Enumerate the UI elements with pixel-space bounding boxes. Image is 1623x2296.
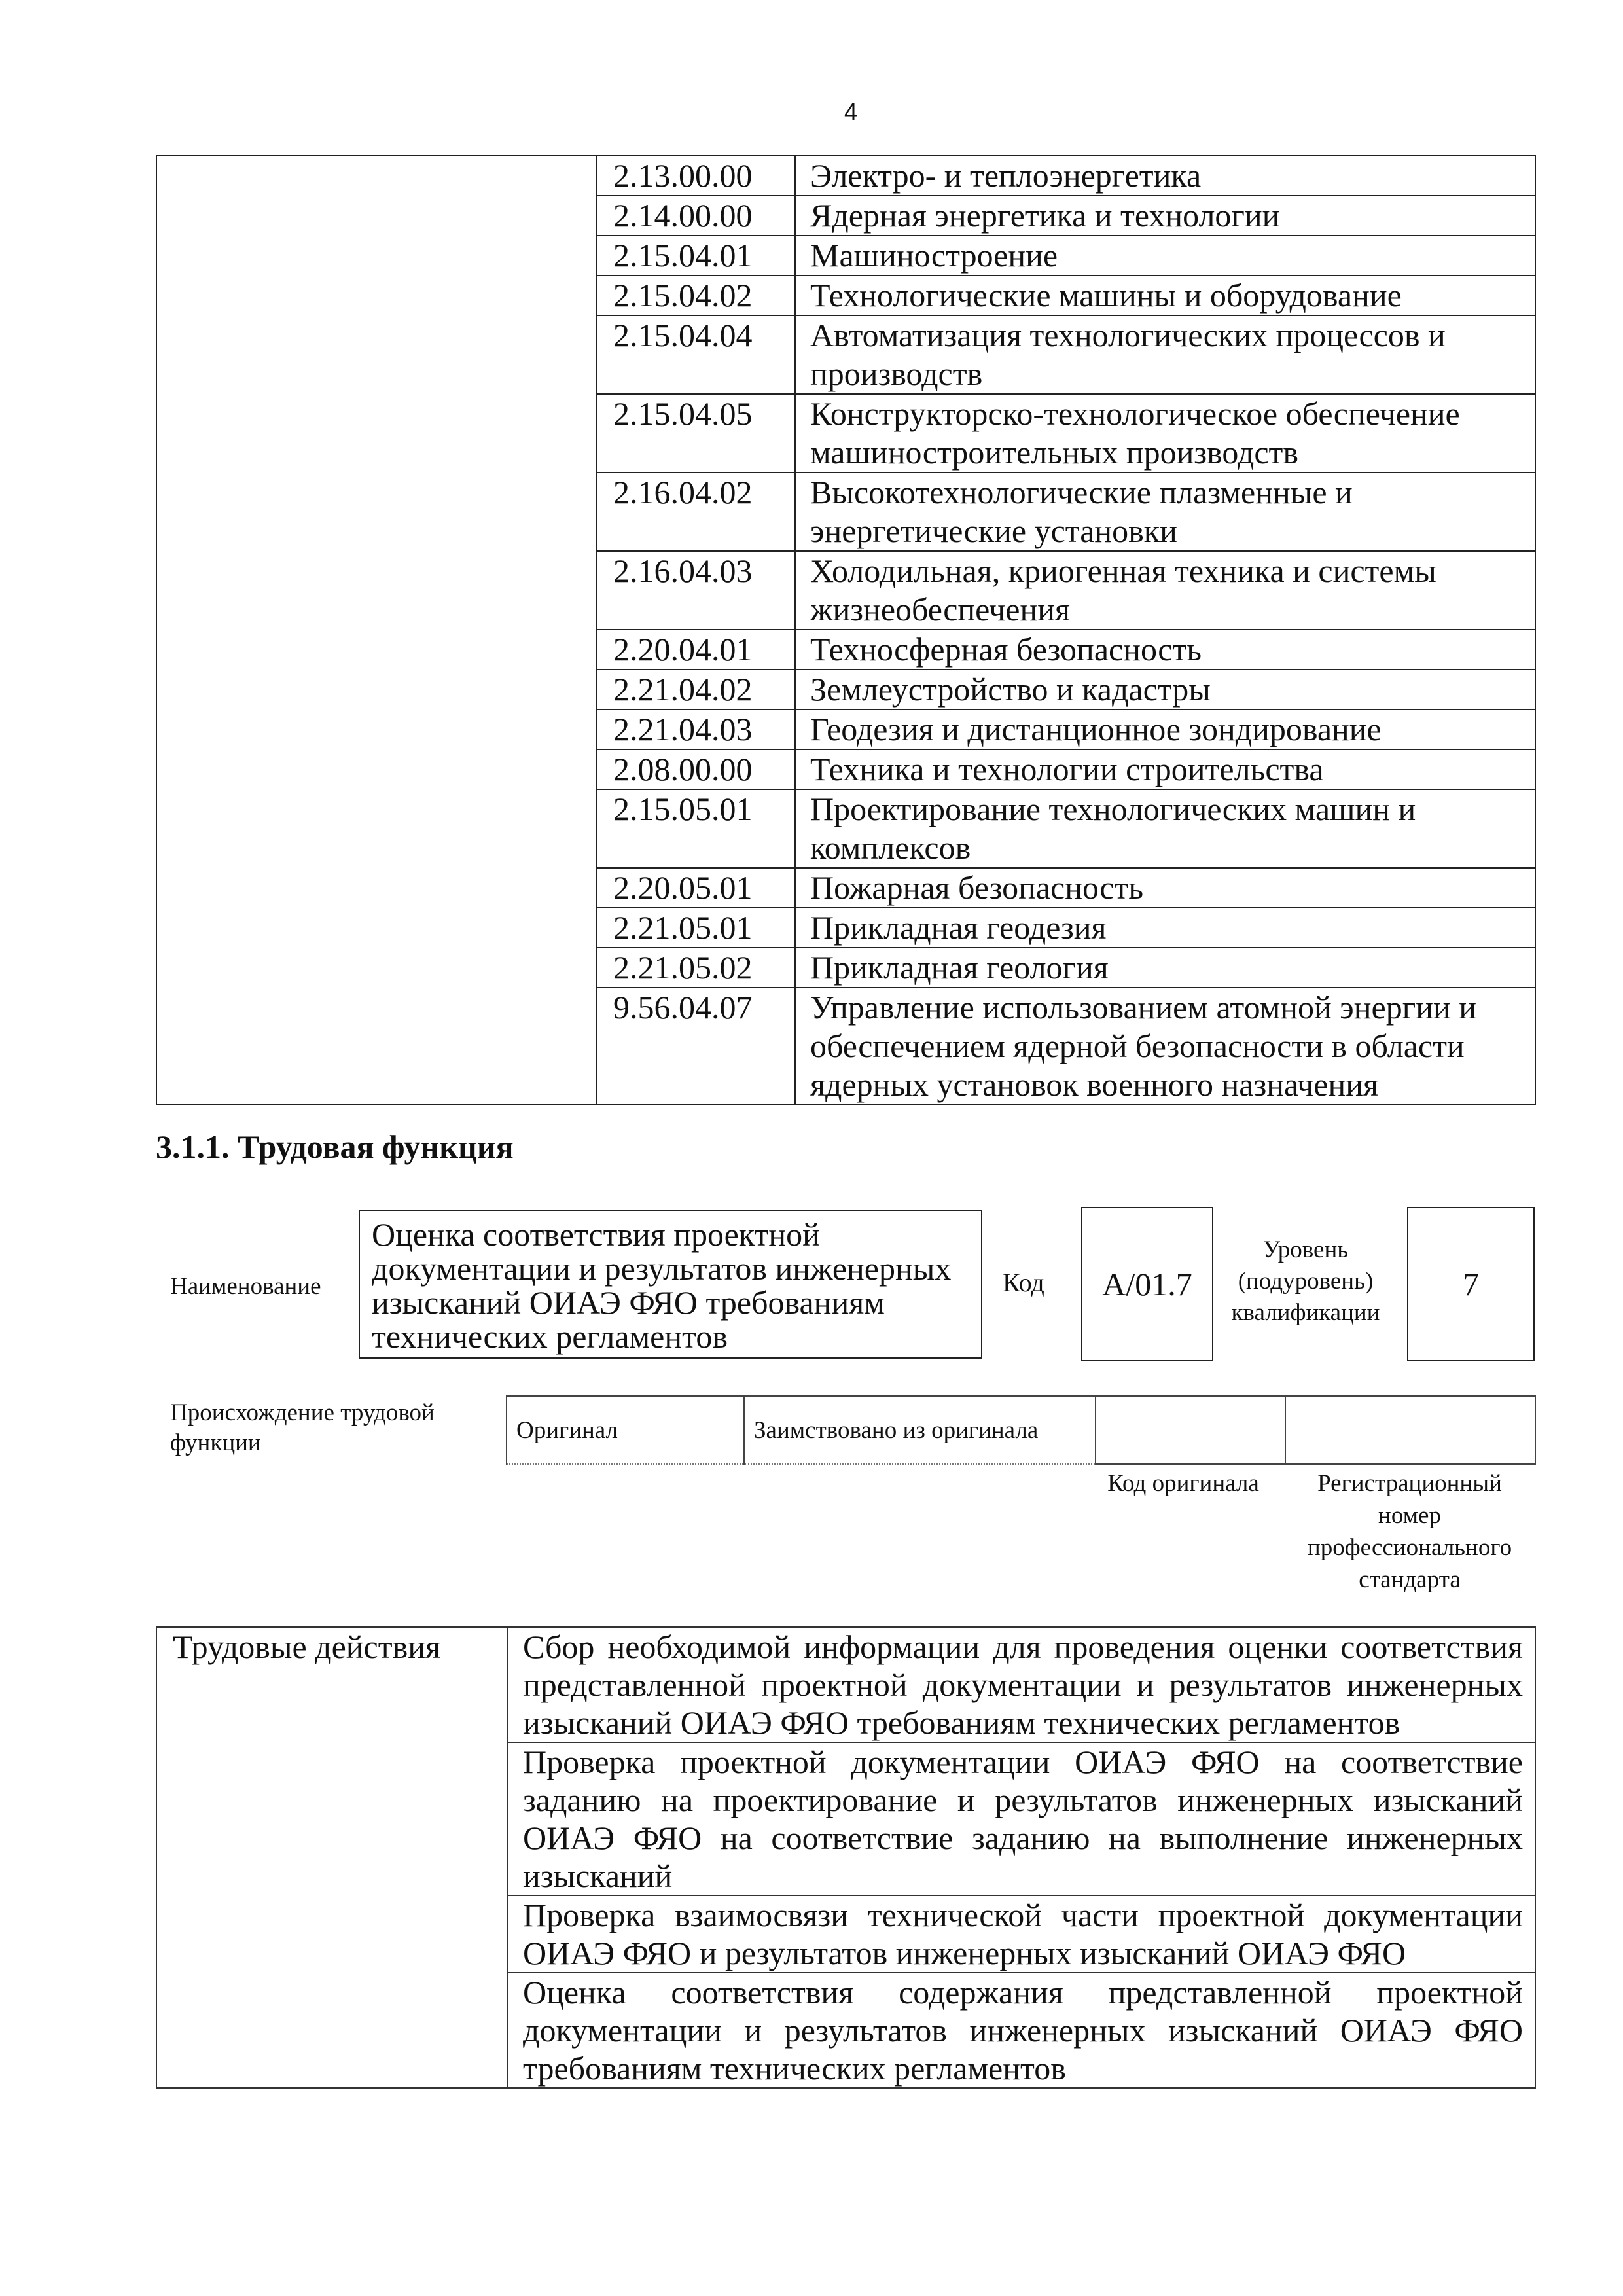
specialty-code: 2.15.04.01 (597, 236, 795, 276)
specialty-code: 9.56.04.07 (597, 988, 795, 1105)
specialty-title: Техносферная безопасность (795, 630, 1535, 670)
specialty-code: 2.16.04.02 (597, 473, 795, 551)
specialty-code: 2.20.05.01 (597, 868, 795, 908)
page-number: 4 (844, 98, 858, 125)
specialty-code: 2.21.04.03 (597, 709, 795, 749)
specialty-title: Проектирование технологических машин и комплексов (795, 789, 1535, 868)
specialty-title: Пожарная безопасность (795, 868, 1535, 908)
table-row (507, 1396, 1535, 1464)
origin-code-cell (1096, 1396, 1285, 1464)
specialty-code: 2.08.00.00 (597, 749, 795, 789)
specialty-code: 2.15.04.02 (597, 276, 795, 315)
specialty-title: Ядерная энергетика и технологии (795, 196, 1535, 236)
specialty-code: 2.13.00.00 (597, 156, 795, 196)
origin-code-caption: Код оригинала (1107, 1470, 1259, 1497)
specialty-title: Высокотехнологические плазменные и энергетические установки (795, 473, 1535, 551)
specialty-code: 2.16.04.03 (597, 551, 795, 630)
function-name: Оценка соответствия проектной документации и результатов инженерных изысканий ОИАЭ ФЯО требованиям технических регламентов (372, 1216, 952, 1355)
specialty-code: 2.15.04.04 (597, 315, 795, 394)
function-code: А/01.7 (1102, 1266, 1192, 1302)
specialty-code: 2.21.04.02 (597, 670, 795, 709)
labor-action-item: Проверка взаимосвязи технической части проектной документации ОИАЭ ФЯО и результатов инженерных изысканий ОИАЭ ФЯО (508, 1895, 1535, 1973)
labor-actions-label: Трудовые действия (156, 1627, 508, 2088)
specialty-title: Прикладная геология (795, 948, 1535, 988)
specialty-code: 2.15.05.01 (597, 789, 795, 868)
specialty-title: Геодезия и дистанционное зондирование (795, 709, 1535, 749)
specialty-title: Прикладная геодезия (795, 908, 1535, 948)
specialty-title: Электро- и теплоэнергетика (795, 156, 1535, 196)
specialty-code: 2.20.04.01 (597, 630, 795, 670)
origin-table (506, 1395, 1536, 1465)
table-row (156, 156, 1535, 196)
function-name-box (359, 1210, 982, 1359)
table-row (156, 1627, 1535, 1742)
specialty-title: Холодильная, криогенная техника и системы жизнеобеспечения (795, 551, 1535, 630)
level-label: Уровень (подуровень) квалификации (1231, 1236, 1380, 1326)
specialty-title: Управление использованием атомной энергии и обеспечением ядерной безопасности в области ядерных установок военного назначения (795, 988, 1535, 1105)
specialty-code: 2.15.04.05 (597, 394, 795, 473)
section-title: 3.1.1. Трудовая функция (156, 1128, 514, 1165)
level-value: 7 (1463, 1266, 1479, 1302)
specialty-code: 2.14.00.00 (597, 196, 795, 236)
function-code-box (1081, 1207, 1213, 1361)
labor-action-item: Оценка соответствия содержания представленной проектной документации и результатов инженерных изысканий ОИАЭ ФЯО требованиям технических регламентов (508, 1973, 1535, 2088)
labor-actions-table (156, 1626, 1536, 2089)
specialties-table (156, 155, 1536, 1105)
labor-action-item: Сбор необходимой информации для проведения оценки соответствия представленной проектной документации и результатов инженерных изысканий ОИАЭ ФЯО требованиям технических регламентов (508, 1627, 1535, 1742)
origin-regnum-cell (1285, 1396, 1535, 1464)
code-label: Код (1003, 1268, 1044, 1297)
origin-label: Происхождение трудовой функции (170, 1399, 435, 1456)
empty-left-cell (156, 156, 597, 1105)
specialty-code: 2.21.05.02 (597, 948, 795, 988)
specialty-title: Машиностроение (795, 236, 1535, 276)
level-box (1407, 1207, 1535, 1361)
origin-regnum-caption: Регистрационный номер профессионального стандарта (1307, 1470, 1512, 1593)
specialty-title: Техника и технологии строительства (795, 749, 1535, 789)
origin-original: Оригинал (507, 1396, 744, 1464)
specialty-title: Землеустройство и кадастры (795, 670, 1535, 709)
specialty-title: Конструкторско-технологическое обеспечение машиностроительных производств (795, 394, 1535, 473)
specialty-title: Автоматизация технологических процессов и производств (795, 315, 1535, 394)
labor-action-item: Проверка проектной документации ОИАЭ ФЯО на соответствие заданию на проектирование и результатов инженерных изысканий ОИАЭ ФЯО на соответствие заданию на выполнение инженерных изысканий (508, 1742, 1535, 1895)
origin-borrowed: Заимствовано из оригинала (744, 1396, 1096, 1464)
specialty-code: 2.21.05.01 (597, 908, 795, 948)
specialty-title: Технологические машины и оборудование (795, 276, 1535, 315)
name-label: Наименование (170, 1273, 321, 1300)
